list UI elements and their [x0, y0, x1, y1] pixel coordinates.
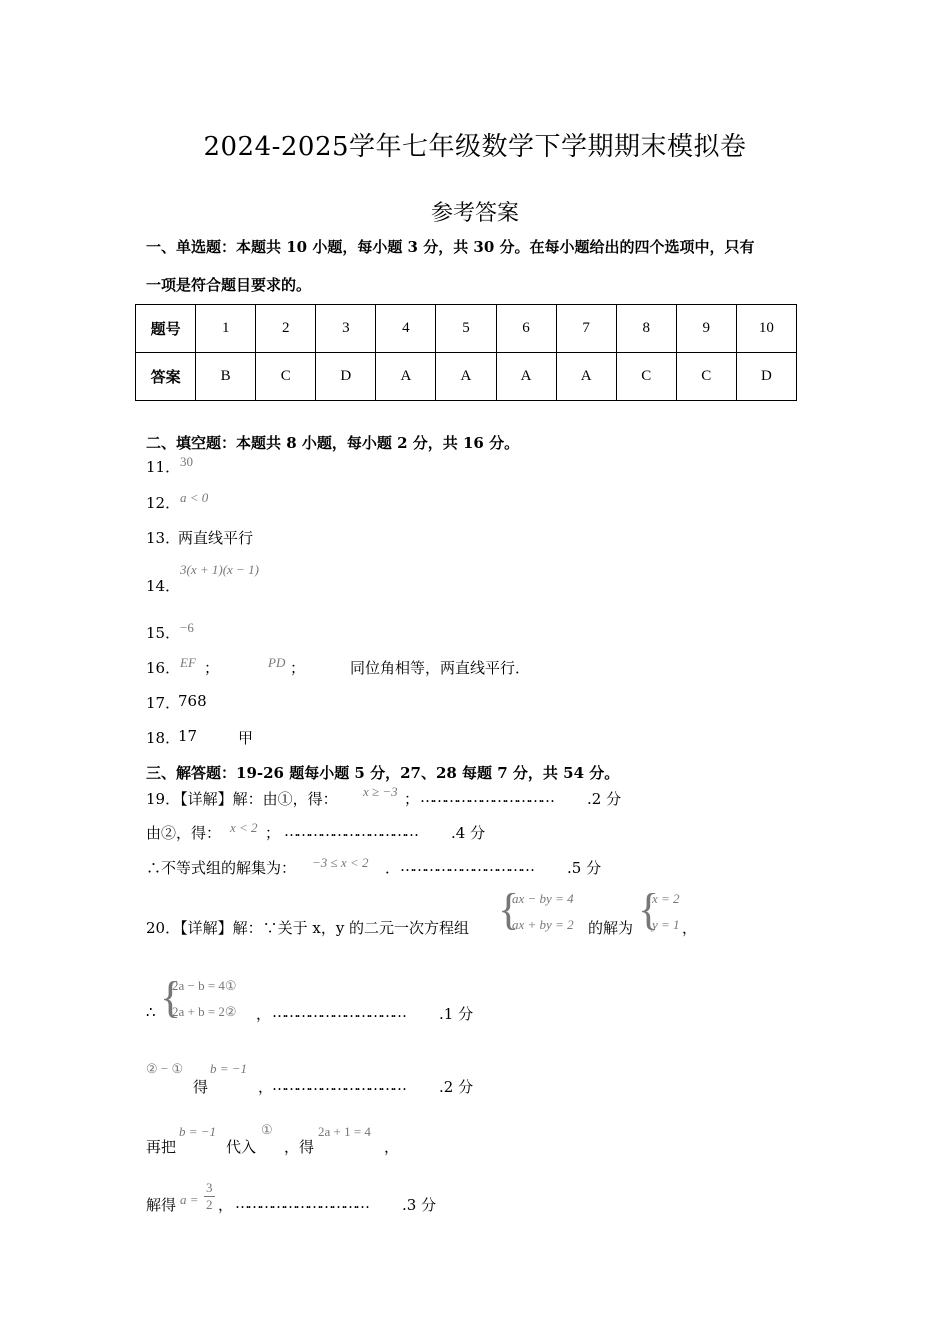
page-subtitle: 参考答案: [430, 201, 519, 226]
q19-line1-math: x ≥ −3: [363, 784, 398, 799]
q18-number: 18．: [146, 729, 181, 747]
q17-number: 17．: [146, 694, 181, 712]
q19-line1-score: .2 分: [587, 790, 622, 808]
q11-number: 11．: [146, 458, 181, 476]
q20-system2-eq1: 2a − b = 4①: [172, 978, 237, 993]
q20-line5-pre: 解得: [146, 1196, 177, 1214]
q20-line1-text: 20．【详解】解：∵关于 x，y 的二元一次方程组: [146, 919, 470, 937]
q20-line5-comma: ，: [218, 1196, 234, 1214]
table-cell: 9: [676, 305, 736, 353]
q19-line1-semicolon: ；: [404, 790, 420, 808]
q19-line1-text: 19．【详解】解：由①，得：: [146, 790, 338, 808]
q20-line2-score: .1 分: [439, 1005, 474, 1023]
q20-line3-comma: ，: [258, 1078, 274, 1096]
section1-heading-line1: 一、单选题：本题共 10 小题，每小题 3 分，共 30 分。在每小题给出的四个选项中，只有: [146, 238, 755, 256]
table-cell: 2: [256, 305, 316, 353]
q20-line2-dots: ……………………………: [272, 1003, 404, 1021]
table-cell: 4: [376, 305, 436, 353]
q19-line3-dots: ……………………………: [400, 857, 532, 875]
q14-number: 14．: [146, 577, 181, 595]
q13-number: 13．: [146, 529, 181, 547]
q20-line5-fraction: [204, 1180, 215, 1213]
table-cell: 7: [556, 305, 616, 353]
fraction-numerator: 3: [206, 1180, 213, 1195]
q20-line4-pre: 再把: [146, 1138, 177, 1156]
q20-system1-eq2: ax + by = 2: [512, 917, 574, 932]
q19-line3-text: ∴不等式组的解集为：: [146, 859, 297, 877]
table-cell: 10: [736, 305, 796, 353]
q20-therefore: ∴: [146, 1003, 156, 1021]
q16-separator-1: ；: [204, 659, 220, 677]
q20-line4-math1: b = −1: [179, 1124, 217, 1139]
q12-number: 12．: [146, 494, 181, 512]
q20-line3-score: .2 分: [439, 1078, 474, 1096]
section1-heading-line2: 一项是符合题目要求的。: [146, 276, 312, 294]
row-label-answer: 答案: [136, 353, 196, 401]
table-cell: A: [436, 353, 496, 401]
q16-answer-2: PD: [268, 655, 286, 670]
q19-line2-score: .4 分: [451, 824, 486, 842]
q20-line5-var: a =: [180, 1192, 199, 1207]
q20-line3-dots: ……………………………: [272, 1076, 404, 1094]
table-cell: A: [556, 353, 616, 401]
left-brace-icon: {: [638, 885, 660, 934]
q20-line4-math3: 2a + 1 = 4: [318, 1124, 371, 1139]
table-row: [136, 353, 797, 401]
q20-solution-x: x = 2: [652, 891, 680, 906]
q19-line1-dots: ……………………………: [420, 788, 552, 806]
left-brace-icon: {: [498, 885, 520, 934]
q19-line2-math: x < 2: [230, 820, 258, 835]
table-cell: D: [736, 353, 796, 401]
table-cell: A: [376, 353, 436, 401]
answer-table: [135, 304, 797, 401]
q19-line2-dots: ……………………………: [284, 822, 416, 840]
table-cell: C: [616, 353, 676, 401]
q18-answer-2: 甲: [238, 729, 254, 747]
q14-answer: 3(x + 1)(x − 1): [180, 562, 259, 577]
q20-line3-math: b = −1: [210, 1061, 248, 1076]
q20-line3-de: 得: [193, 1078, 209, 1096]
q13-answer: 两直线平行: [178, 529, 254, 547]
fraction-denominator: 2: [206, 1197, 213, 1212]
left-brace-icon: {: [160, 973, 182, 1022]
q16-number: 16．: [146, 659, 181, 677]
section2-heading: 二、填空题：本题共 8 小题，每小题 2 分，共 16 分。: [146, 434, 520, 452]
q20-line4-math2: ①: [261, 1122, 273, 1137]
table-cell: 3: [316, 305, 376, 353]
q19-line3-score: .5 分: [567, 859, 602, 877]
table-cell: 5: [436, 305, 496, 353]
table-cell: 1: [196, 305, 256, 353]
q20-line1-comma: ，: [682, 919, 698, 937]
q19-line2-semicolon: ；: [265, 824, 281, 842]
q11-answer: 30: [180, 454, 193, 469]
q20-system1-eq1: ax − by = 4: [512, 891, 574, 906]
q20-line4-mid2: ，得: [284, 1138, 315, 1156]
table-cell: A: [496, 353, 556, 401]
q16-answer-3: 同位角相等，两直线平行．: [350, 659, 531, 677]
q20-line3-op: ② − ①: [146, 1061, 184, 1076]
q20-line1-mid: 的解为: [588, 919, 634, 937]
q20-line2-comma: ，: [256, 1005, 272, 1023]
q16-separator-2: ；: [290, 659, 306, 677]
row-label-number: 题号: [136, 305, 196, 353]
table-cell: C: [676, 353, 736, 401]
q19-line2-text: 由②，得：: [146, 824, 222, 842]
q12-answer: a < 0: [180, 490, 209, 505]
q16-answer-1: EF: [180, 655, 196, 670]
table-cell: B: [196, 353, 256, 401]
q20-line5-score: .3 分: [402, 1196, 437, 1214]
q20-line4-mid1: 代入: [226, 1138, 257, 1156]
table-cell: 6: [496, 305, 556, 353]
q17-answer: 768: [178, 692, 207, 710]
table-row: [136, 305, 797, 353]
table-cell: 8: [616, 305, 676, 353]
table-cell: C: [256, 353, 316, 401]
q20-solution-y: y = 1: [652, 917, 680, 932]
q18-answer-1: 17: [178, 727, 198, 745]
q19-line3-math: −3 ≤ x < 2: [312, 855, 369, 870]
q15-answer: −6: [180, 620, 194, 635]
q20-line5-dots: ……………………………: [235, 1194, 367, 1212]
page-title: 2024-2025学年七年级数学下学期期末模拟卷: [203, 132, 747, 162]
table-cell: D: [316, 353, 376, 401]
q20-line4-comma: ，: [384, 1138, 400, 1156]
q15-number: 15．: [146, 624, 181, 642]
section3-heading: 三、解答题：19-26 题每小题 5 分，27、28 每题 7 分，共 54 分。: [146, 764, 620, 782]
q20-system2-eq2: 2a + b = 2②: [172, 1004, 237, 1019]
q19-line3-period: ．: [385, 859, 401, 877]
